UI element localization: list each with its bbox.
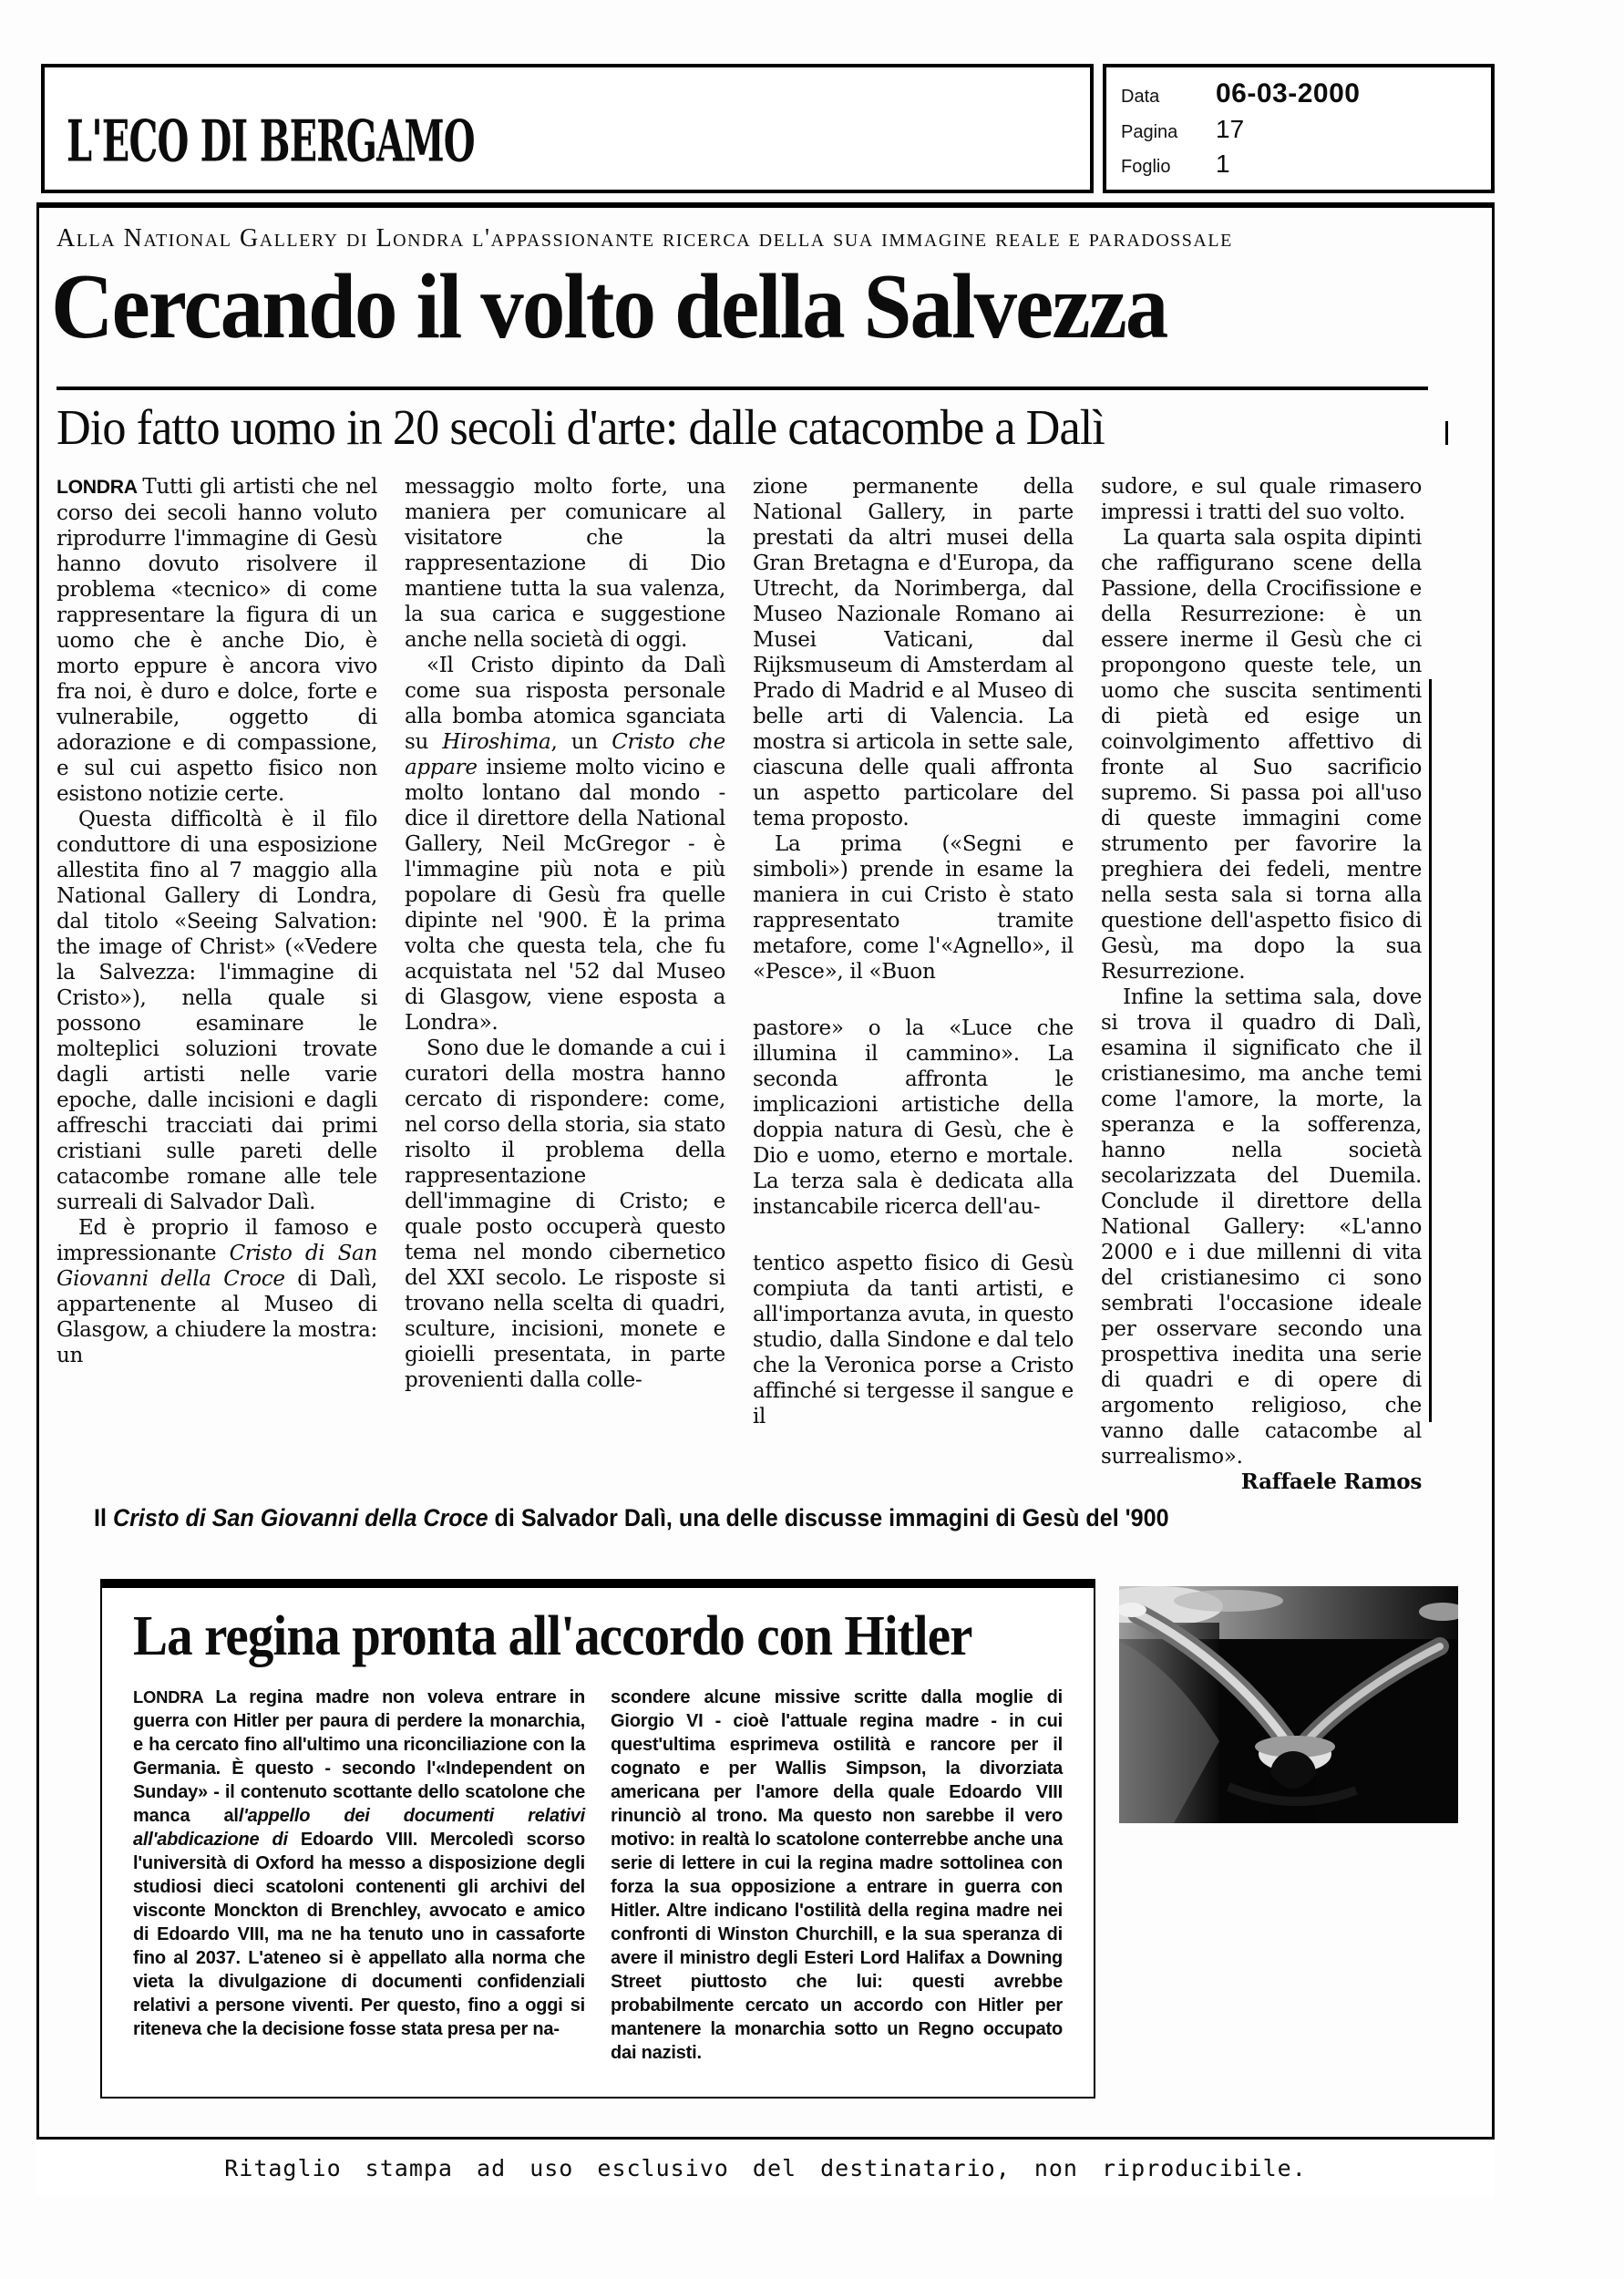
box-body bbox=[133, 1686, 1063, 2065]
paragraph: Questa difficoltà è il filo conduttore di una esposizione allestita fino al 7 maggio alla National Gallery di Londra, dal titolo «Seeing Salvation: the image of Christ» («Vedere la Salvezza: l'immagine di Cristo»), nella quale si possono esaminare le molteplici soluzioni trovate dagli artisti nelle varie epoche, dalle incisioni e dagli affreschi tracciati dai primi cristiani sulle pareti delle catacombe romane alle tele surreali di Salvador Dalì. bbox=[57, 808, 377, 1214]
paragraph: LONDRA Tutti gli artisti che nel corso dei secoli hanno voluto riprodurre l'immagine di Gesù hanno dovuto risolvere il problema «tecnico» di come rappresentare la figura di un uomo che è anche Dio, è morto eppure è ancora vivo fra noi, è duro e dolce, forte e vulnerabile, oggetto di adorazione e di compassione, e sul cui aspetto fisico non esistono notizie certe. bbox=[57, 475, 377, 806]
paragraph: messaggio molto forte, una maniera per comunicare al visitatore che la rappresentazione di Dio mantiene tutta la sua valenza, la sua carica e suggestione anche nella società di oggi. bbox=[405, 475, 725, 652]
paragraph: Raffaele Ramos bbox=[1240, 1469, 1422, 1494]
paragraph: La quarta sala ospita dipinti che raffigurano scene della Passione, della Crocifissione e della Resurrezione: è un essere inerme il Gesù che ci propongono queste tele, un uomo che suscita sentimenti di pietà ed esige un coinvolgimento affettivo di fronte al Suo sacrificio supremo. Si passa poi all'uso di queste immagini come strumento per favorire la preghiera dei fedeli, mentre nella sesta sala si torna alla questione dell'aspetto fisico di Gesù, ma dopo la sua Resurrezione. bbox=[1101, 526, 1422, 984]
subheadline: Dio fatto uomo in 20 secoli d'arte: dalle catacombe a Dalì bbox=[57, 399, 1105, 455]
paragraph: zione permanente della National Gallery, in parte prestati da altri musei della Gran Bretagna e d'Europa, da Utrecht, da Norimberga, dal Museo Nazionale Romano ai Musei Vaticani, dal Rijksmuseum di Amsterdam al Prado di Madrid e al Museo di belle arti di Valencia. La mostra si articola in sette sale, ciascuna delle quali affronta un aspetto particolare del tema proposto. bbox=[753, 475, 1074, 830]
meta-value-pagina: 17 bbox=[1216, 115, 1245, 143]
paragraph: Sono due le domande a cui i curatori della mostra hanno cercato di rispondere: come, nel corso della storia, sia stato risolto il problema della rappresentazione dell'immagine di Cristo; e quale posto occuperà questo tema nel mondo cibernetico del XXI secolo. Le risposte si trovano nella scelta di quadri, sculture, incisioni, monete e gioielli presentata, in parte provenienti dalla colle- bbox=[405, 1036, 725, 1392]
box-headline: La regina pronta all'accordo con Hitler bbox=[133, 1605, 972, 1667]
meta-row-pagina bbox=[1121, 115, 1476, 144]
scan-artifact-tick bbox=[1445, 421, 1448, 445]
article-column-2 bbox=[405, 474, 725, 1495]
article-column-3 bbox=[753, 474, 1074, 1495]
paragraph: «Il Cristo dipinto da Dalì come sua risposta personale alla bomba atomica sganciata su Hiroshima, un Cristo che appare insieme molto vicino e molto lontano dal mondo - dice il direttore della National Gallery, Neil McGregor - è l'immagine più nota e più popolare di Gesù fra quelle dipinte nel '900. È la prima volta che questa tela, che fu acquistata nel '52 dal Museo di Glasgow, viene esposta a Londra». bbox=[405, 654, 725, 1035]
article-column-4 bbox=[1101, 474, 1422, 1495]
photo-caption bbox=[94, 1504, 1365, 1532]
paragraph: Il Cristo di San Giovanni della Croce di Salvador Dalì, una delle discusse immagini di Gesù del '900 bbox=[94, 1504, 1169, 1531]
meta-row-foglio bbox=[1121, 150, 1476, 179]
paragraph: scondere alcune missive scritte dalla moglie di Giorgio VI - cioè l'attuale regina madre - in cui quest'ultima esprimeva ostilità e rancore per il cognato e per Wallis Simpson, la divorziata americana per l'amore della quale Edoardo VIII rinunciò al trono. Ma questo non sarebbe il vero motivo: in realtà lo scatolone conterrebbe anche una serie di lettere in cui la regina madre sottolinea con forza la sua opposizione a entrare in guerra con Hitler. Altre indicano l'ostilità della regina madre nei confronti di Winston Churchill, e la sua speranza di avere il ministro degli Esteri Lord Halifax a Downing Street piuttosto che lui: questi avrebbe probabilmente cercato un accordo con Hitler per mantenere la monarchia sotto un Regno occupato dai nazisti. bbox=[611, 1687, 1063, 2063]
meta-value-data: 06-03-2000 bbox=[1216, 78, 1361, 108]
dali-christ-artwork bbox=[1119, 1586, 1458, 1823]
regina-hitler-box bbox=[100, 1579, 1095, 2099]
meta-row-data bbox=[1121, 78, 1476, 109]
box-column-1 bbox=[133, 1686, 585, 2065]
article-body bbox=[57, 474, 1422, 1495]
meta-value-foglio: 1 bbox=[1216, 150, 1230, 178]
paragraph: pastore» o la «Luce che illumina il cammino». La seconda affronta le implicazioni artistiche della doppia natura di Gesù, che è Dio e uomo, eterno e mortale. La terza sala è dedicata alla instancabile ricerca dell'au- bbox=[753, 1016, 1074, 1219]
footer-disclaimer: Ritaglio stampa ad uso esclusivo del destinatario, non riproducibile. bbox=[224, 2155, 1307, 2181]
clipping-meta-box bbox=[1103, 64, 1495, 193]
box-column-2 bbox=[611, 1686, 1063, 2065]
meta-label-data: Data bbox=[1121, 87, 1160, 107]
paragraph: tentico aspetto fisico di Gesù compiuta da tanti artisti, e all'importanza avuta, in questo studio, dalla Sindone e dal telo che la Veronica porse a Cristo affinché si tergesse il sangue e il bbox=[753, 1252, 1074, 1428]
article-column-1 bbox=[57, 474, 377, 1495]
dali-christ-image bbox=[1119, 1586, 1458, 1823]
column-right-rule bbox=[1429, 679, 1432, 1422]
paragraph: La prima («Segni e simboli») prende in esame la maniera in cui Cristo è stato rappresentato tramite metafore, come l'«Agnello», il «Pesce», il «Buon bbox=[753, 832, 1074, 984]
footer-band bbox=[36, 2137, 1495, 2197]
paragraph: sudore, e sul quale rimasero impressi i tratti del suo volto. bbox=[1101, 475, 1422, 524]
main-headline: Cercando il volto della Salvezza bbox=[51, 255, 1167, 358]
kicker: Alla National Gallery di Londra l'appassionante ricerca della sua immagine reale e paradossale bbox=[57, 224, 1233, 253]
meta-label-foglio: Foglio bbox=[1121, 157, 1171, 177]
paragraph: Infine la settima sala, dove si trova il quadro di Dalì, esamina il significato che il cristianesimo, ma anche temi come l'amore, la morte, la speranza e la sofferenza, hanno nella società secolarizzata del Duemila. Conclude il direttore della National Gallery: «L'anno 2000 e i due millenni di vita del cristianesimo ci sono sembrati l'occasione ideale per osservare secondo una prospettiva inedita una serie di quadri e di opere di argomento religioso, che vanno dalle catacombe al surrealismo». bbox=[1101, 985, 1422, 1469]
meta-label-pagina: Pagina bbox=[1121, 122, 1178, 142]
headline-rule bbox=[57, 387, 1428, 390]
paragraph: Ed è proprio il famoso e impressionante Cristo di San Giovanni della Croce di Dalì, appartenente al Museo di Glasgow, a chiudere la mostra: un bbox=[57, 1216, 377, 1367]
newspaper-masthead: L'ECO DI BERGAMO bbox=[67, 107, 475, 174]
masthead-box bbox=[41, 64, 1094, 193]
paragraph: LONDRA La regina madre non voleva entrare in guerra con Hitler per paura di perdere la monarchia, e ha cercato fino all'ultimo una riconciliazione con la Germania. È questo - secondo l'«Independent on Sunday» - il contenuto scottante dello scatolone che manca all'appello dei documenti relativi all'abdicazione di Edoardo VIII. Mercoledì scorso l'università di Oxford ha messo a disposizione degli studiosi dieci scatoloni contenenti gli archivi del visconte Monckton di Brenchley, avvocato e amico di Edoardo VIII, ma ne ha tenuto uno in cassaforte fino al 2037. L'ateneo si è appellato alla norma che vieta la divulgazione di documenti confidenziali relativi a persone viventi. Per questo, fino a oggi si riteneva che la decisione fosse stata presa per na- bbox=[133, 1687, 585, 2039]
